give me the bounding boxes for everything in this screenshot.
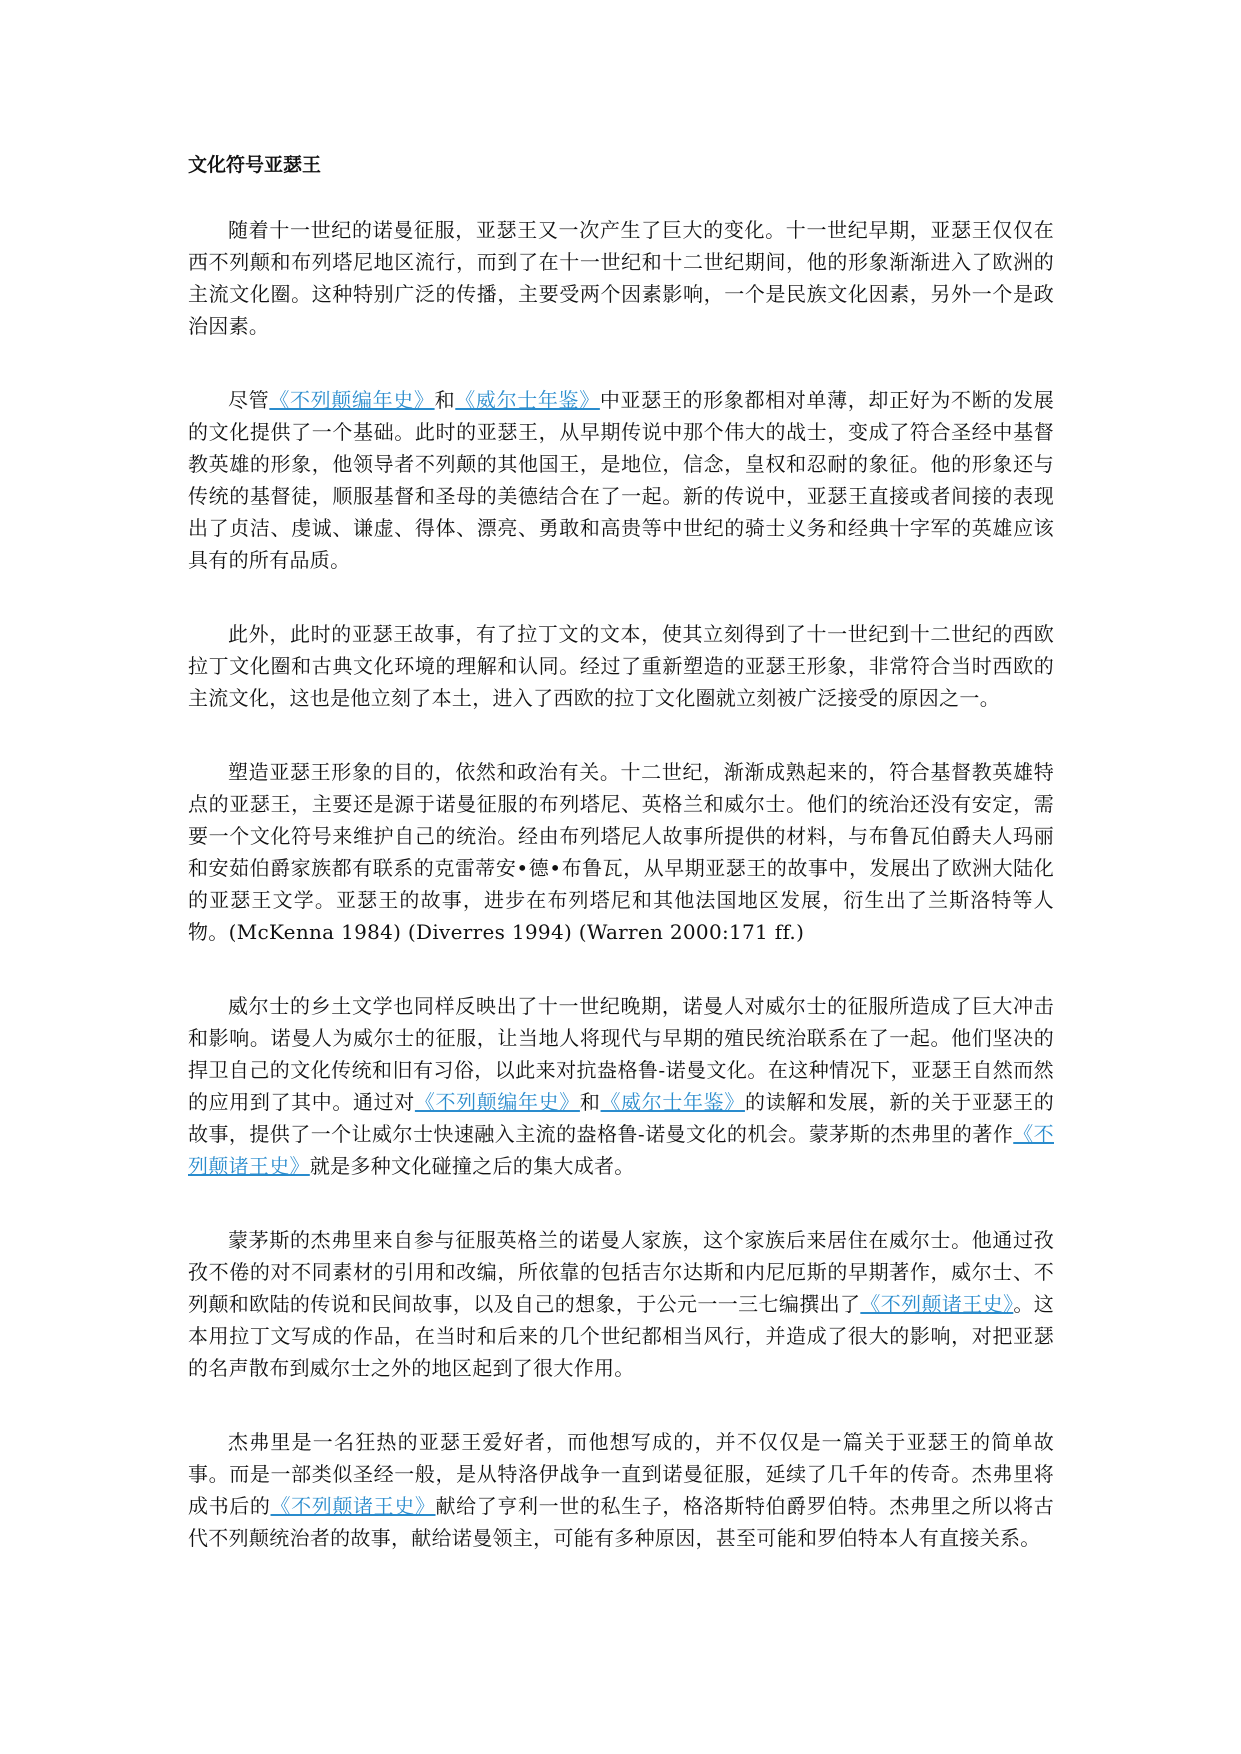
- paragraph-text: 和: [579, 1090, 601, 1114]
- book-title-link[interactable]: 《威尔士年鉴》: [455, 388, 600, 412]
- paragraph-text: 和: [434, 388, 456, 412]
- book-title-link[interactable]: 《不列颠诸王史》: [188, 1122, 1054, 1178]
- paragraph-text: 杰弗里是一名狂热的亚瑟王爱好者，而他想写成的，并不仅仅是一篇关于亚瑟王的简单故事。而是一部类似圣经一般，是从特洛伊战争一直到诺曼征服，延续了几千年的传奇。杰弗里将成书后的: [188, 1430, 1054, 1518]
- paragraph-text: 威尔士的乡土文学也同样反映出了十一世纪晚期，诺曼人对威尔士的征服所造成了巨大冲击和影响。诺曼人为威尔士的征服，让当地人将现代与早期的殖民统治联系在了一起。他们坚决的捍卫自己的文化传统和旧有习俗，以此来对抗盎格鲁-诺曼文化。在这种情况下，亚瑟王自然而然的应用到了其中。通过对: [188, 994, 1054, 1114]
- paragraph-text: 此外，此时的亚瑟王故事，有了拉丁文的文本，使其立刻得到了十一世纪到十二世纪的西欧拉丁文化圈和古典文化环境的理解和认同。经过了重新塑造的亚瑟王形象，非常符合当时西欧的主流文化，这也是他立刻了本土，进入了西欧的拉丁文化圈就立刻被广泛接受的原因之一。: [188, 622, 1054, 710]
- paragraph-text: 献给了亨利一世的私生子，格洛斯特伯爵罗伯特。杰弗里之所以将古代不列颠统治者的故事，献给诺曼领主，可能有多种原因，甚至可能和罗伯特本人有直接关系。: [188, 1494, 1055, 1550]
- paragraph-text: 随着十一世纪的诺曼征服，亚瑟王又一次产生了巨大的变化。十一世纪早期，亚瑟王仅仅在西不列颠和布列塔尼地区流行，而到了在十一世纪和十二世纪期间，他的形象渐渐进入了欧洲的主流文化圈。这种特别广泛的传播，主要受两个因素影响，一个是民族文化因素，另外一个是政治因素。: [188, 218, 1054, 338]
- book-title-link[interactable]: 《不列颠诸王史》: [270, 1494, 436, 1518]
- document-page: [188, 150, 1054, 1596]
- paragraph-text: 塑造亚瑟王形象的目的，依然和政治有关。十二世纪，渐渐成熟起来的，符合基督教英雄特点的亚瑟王，主要还是源于诺曼征服的布列塔尼、英格兰和威尔士。他们的统治还没有安定，需要一个文化符号来维护自己的统治。经由布列塔尼人故事所提供的材料，与布鲁瓦伯爵夫人玛丽和安茹伯爵家族都有联系的克雷蒂安•德•布鲁瓦，从早期亚瑟王的故事中，发展出了欧洲大陆化的亚瑟王文学。亚瑟王的故事，进步在布列塔尼和其他法国地区发展，衍生出了兰斯洛特等人物。(McKenna 1984) (Diverres 1994) (Warren 2000:171 ff.): [188, 760, 1054, 944]
- paragraph: [188, 618, 1054, 714]
- paragraph-text: 。这本用拉丁文写成的作品，在当时和后来的几个世纪都相当风行，并造成了很大的影响，对把亚瑟的名声散布到威尔士之外的地区起到了很大作用。: [188, 1292, 1055, 1380]
- paragraph: [188, 990, 1054, 1182]
- document-body: [188, 214, 1054, 1554]
- book-title-link[interactable]: 《不列颠编年史》: [269, 388, 435, 412]
- document-title: 文化符号亚瑟王: [188, 154, 322, 176]
- paragraph-text: 中亚瑟王的形象都相对单薄，却正好为不断的发展的文化提供了一个基础。此时的亚瑟王，从早期传说中那个伟大的战士，变成了符合圣经中基督教英雄的形象，他领导者不列颠的其他国王，是地位，信念，皇权和忍耐的象征。他的形象还与传统的基督徒，顺服基督和圣母的美德结合在了一起。新的传说中，亚瑟王直接或者间接的表现出了贞洁、虔诚、谦虚、得体、漂亮、勇敢和高贵等中世纪的骑士义务和经典十字军的英雄应该具有的所有品质。: [188, 388, 1054, 572]
- book-title-link[interactable]: 《威尔士年鉴》: [600, 1090, 745, 1114]
- paragraph-text: 的读解和发展，新的关于亚瑟王的故事，提供了一个让威尔士快速融入主流的盎格鲁-诺曼文化的机会。蒙茅斯的杰弗里的著作: [188, 1090, 1054, 1146]
- book-title-link[interactable]: 《不列颠诸王史》: [860, 1292, 1014, 1316]
- paragraph-text: 蒙茅斯的杰弗里来自参与征服英格兰的诺曼人家族，这个家族后来居住在威尔士。他通过孜孜不倦的对不同素材的引用和改编，所依靠的包括吉尔达斯和内尼厄斯的早期著作，威尔士、不列颠和欧陆的传说和民间故事，以及自己的想象，于公元一一三七编撰出了: [188, 1228, 1054, 1316]
- book-title-link[interactable]: 《不列颠编年史》: [414, 1090, 580, 1114]
- paragraph: [188, 214, 1054, 342]
- paragraph-text: 尽管: [228, 388, 270, 412]
- paragraph: [188, 756, 1054, 948]
- paragraph: [188, 1224, 1054, 1384]
- paragraph: [188, 1426, 1054, 1554]
- paragraph-text: 就是多种文化碰撞之后的集大成者。: [309, 1154, 635, 1178]
- paragraph: [188, 384, 1054, 576]
